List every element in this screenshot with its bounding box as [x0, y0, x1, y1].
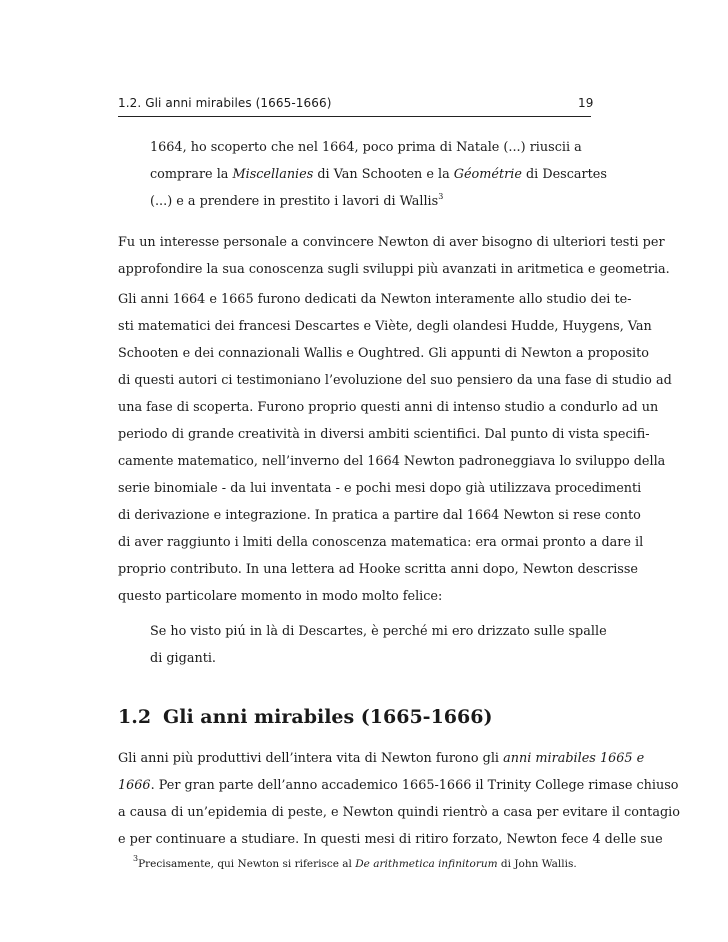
- quote1-line1: 1664, ho scoperto che nel 1664, poco prima di Natale (...) riuscii a: [150, 140, 582, 155]
- paragraph-line: camente matematico, nell’inverno del 1664 Newton padroneggiava lo sviluppo della: [118, 454, 666, 469]
- paragraph-line: Gli anni 1664 e 1665 furono dedicati da Newton interamente allo studio dei te-: [118, 292, 632, 307]
- running-title: 1.2. Gli anni mirabiles (1665-1666): [118, 96, 332, 110]
- paragraph-line: e per continuare a studiare. In questi mesi di ritiro forzato, Newton fece 4 delle sue: [118, 832, 663, 847]
- paragraph-line: di derivazione e integrazione. In pratica a partire dal 1664 Newton si rese conto: [118, 508, 641, 523]
- paragraph-line: periodo di grande creatività in diversi ambiti scientifici. Dal punto di vista specifi-: [118, 427, 650, 442]
- section-title: Gli anni mirabiles (1665-1666): [163, 706, 493, 728]
- footnote-ref: 3: [438, 192, 444, 201]
- footnote: $^3$Precisamente, qui Newton si riferisce al De arithmetica infinitorum di John Wallis.: [133, 854, 577, 870]
- paragraph-line: sti matematici dei francesi Descartes e Viète, degli olandesi Hudde, Huygens, Van: [118, 319, 652, 334]
- paragraph-line: a causa di un’epidemia di peste, e Newton quindi rientrò a casa per evitare il contagio: [118, 805, 680, 820]
- paragraph-line: Schooten e dei connazionali Wallis e Oughtred. Gli appunti di Newton a proposito: [118, 346, 649, 361]
- footnote-mark: 3: [133, 854, 139, 863]
- section-number: 1.2: [118, 706, 152, 728]
- paragraph-line: una fase di scoperta. Furono proprio questi anni di intenso studio a condurlo ad un: [118, 400, 659, 415]
- paragraph-line: serie binomiale - da lui inventata - e pochi mesi dopo già utilizzava procedimenti: [118, 481, 642, 496]
- paragraph-line: di questi autori ci testimoniano l’evoluzione del suo pensiero da una fase di studio ad: [118, 373, 672, 388]
- quote1-line3: (...) e a prendere in prestito i lavori di Wallis$^3$: [150, 192, 444, 209]
- paragraph-line: Gli anni più produttivi dell’intera vita di Newton furono gli anni mirabiles 1665 e: [118, 751, 645, 766]
- header-rule: [118, 116, 591, 117]
- paragraph-line: di aver raggiunto i lmiti della conoscenza matematica: era ormai pronto a dare il: [118, 535, 644, 550]
- paragraph-line: Fu un interesse personale a convincere Newton di aver bisogno di ulteriori testi per: [118, 235, 665, 250]
- paragraph-line: 1666. Per gran parte dell’anno accademico 1665-1666 il Trinity College rimase chiuso: [118, 778, 679, 793]
- paragraph-line: questo particolare momento in modo molto felice:: [118, 589, 443, 604]
- page-number: 19: [578, 96, 594, 110]
- paragraph-line: approfondire la sua conoscenza sugli sviluppi più avanzati in aritmetica e geometria.: [118, 262, 670, 277]
- quote2-line1: Se ho visto piú in là di Descartes, è perché mi ero drizzato sulle spalle: [150, 624, 607, 639]
- paragraph-line: proprio contributo. In una lettera ad Hooke scritta anni dopo, Newton descrisse: [118, 562, 639, 577]
- quote1-line2: comprare la Miscellanies di Van Schooten e la Géométrie di Descartes: [150, 167, 607, 182]
- quote2-line2: di giganti.: [150, 651, 217, 666]
